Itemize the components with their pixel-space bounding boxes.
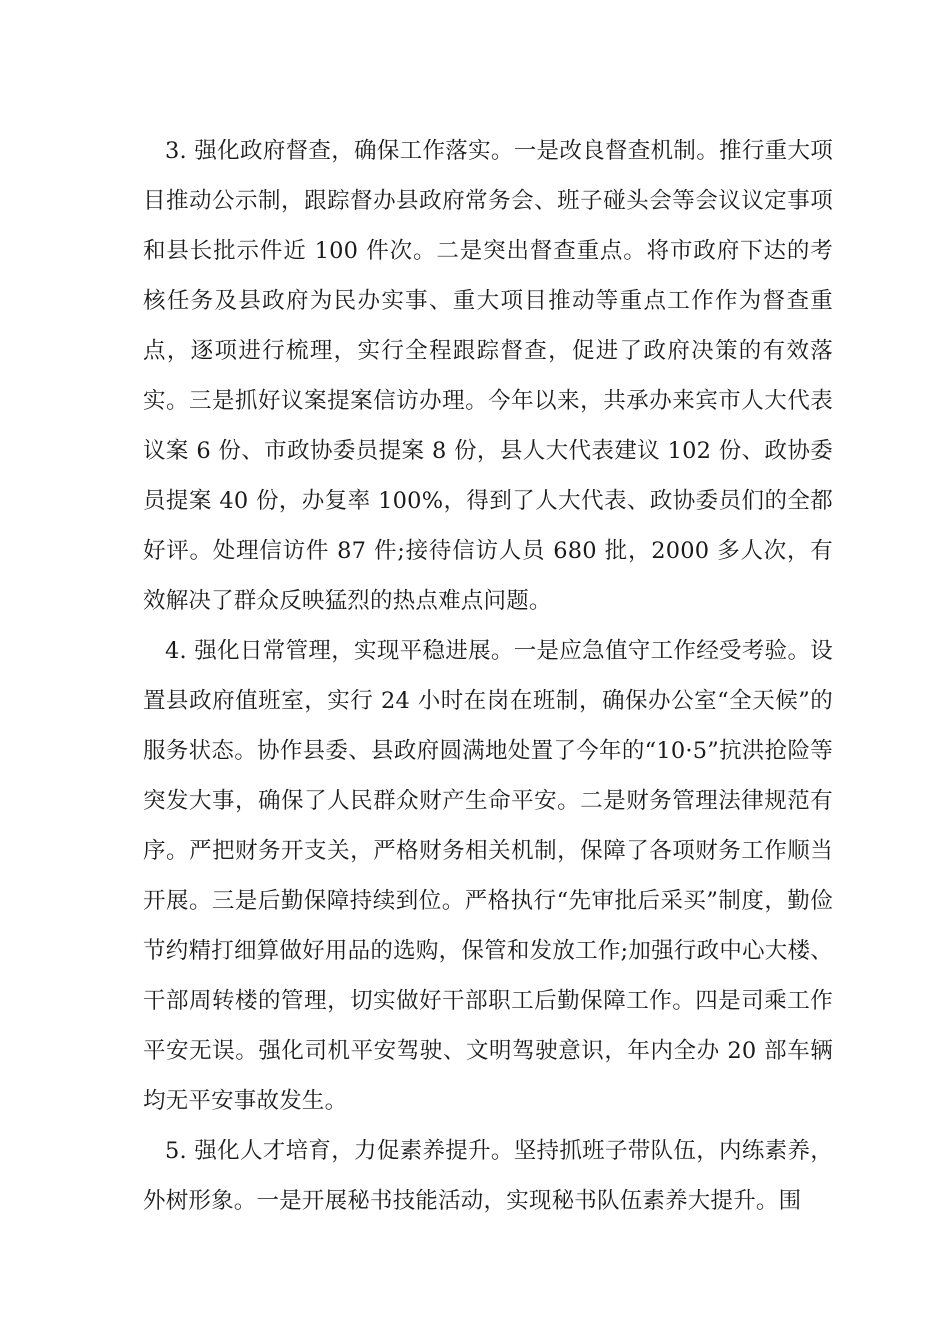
paragraph-4: 4. 强化日常管理，实现平稳进展。一是应急值守工作经受考验。设置县政府值班室，实行 24 小时在岗在班制，确保办公室“全天候”的服务状态。协作县委、县政府圆满地处置了今年的“10·5”抗洪抢险等突发大事，确保了人民群众财产生命平安。二是财务管理法律规范有序。严把财务开支关，严格财务相关机制，保障了各项财务工作顺当开展。三是后勤保障持续到位。严格执行“先审批后采买”制度，勤俭节约精打细算做好用品的选购，保管和发放工作;加强行政中心大楼、干部周转楼的管理，切实做好干部职工后勤保障工作。四是司乘工作平安无误。强化司机平安驾驶、文明驾驶意识，年内全办 20 部车辆均无平安事故发生。 bbox=[143, 638, 833, 1114]
paragraph-3: 3. 强化政府督查，确保工作落实。一是改良督查机制。推行重大项目推动公示制，跟踪督办县政府常务会、班子碰头会等会议议定事项和县长批示件近 100 件次。二是突出督查重点。将市政府下达的考核任务及县政府为民办实事、重大项目推动等重点工作作为督查重点，逐项进行梳理，实行全程跟踪督查，促进了政府决策的有效落实。三是抓好议案提案信访办理。今年以来，共承办来宾市人大代表议案 6 份、市政协委员提案 8 份，县人大代表建议 102 份、政协委员提案 40 份，办复率 100%，得到了人大代表、政协委员们的全都好评。处理信访件 87 件;接待信访人员 680 批，2000 多人次，有效解决了群众反映猛烈的热点难点问题。 bbox=[143, 138, 833, 614]
paragraph-5: 5. 强化人才培育，力促素养提升。坚持抓班子带队伍，内练素养，外树形象。一是开展秘书技能活动，实现秘书队伍素养大提升。围 bbox=[143, 1138, 833, 1214]
document-body bbox=[143, 126, 833, 1226]
